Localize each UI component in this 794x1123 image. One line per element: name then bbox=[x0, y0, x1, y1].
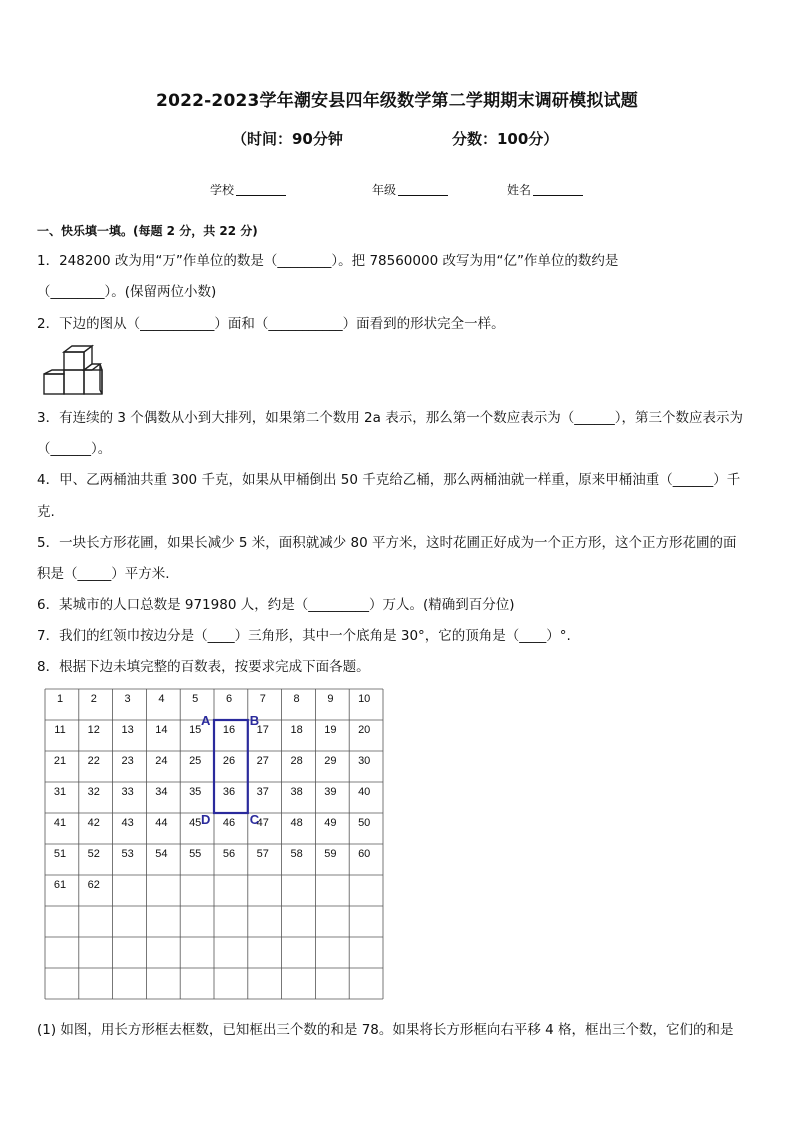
question-6: 6．某城市的人口总数是 971980 人，约是（_________）万人。(精确到百分位) bbox=[37, 597, 515, 613]
table-cell-number: 37 bbox=[256, 786, 269, 798]
table-cell-number: 15 bbox=[189, 724, 202, 736]
table-cell-number: 59 bbox=[324, 848, 337, 860]
table-cell-number: 6 bbox=[225, 693, 233, 705]
name-field bbox=[507, 181, 583, 198]
table-cell-number: 46 bbox=[222, 817, 236, 829]
frame-corner-label-b: B bbox=[249, 713, 260, 728]
table-cell-number: 18 bbox=[290, 724, 303, 736]
table-cell-number: 2 bbox=[90, 693, 97, 705]
grade-label: 年级 bbox=[372, 183, 397, 197]
table-cell-number: 35 bbox=[189, 786, 202, 798]
table-cell-number: 53 bbox=[121, 848, 134, 860]
table-cell-number: 16 bbox=[222, 724, 236, 736]
table-cell-number: 23 bbox=[121, 755, 134, 767]
table-cell-number: 27 bbox=[256, 755, 269, 767]
table-cell-number: 56 bbox=[222, 848, 236, 860]
cube-stack-figure bbox=[40, 344, 110, 400]
table-cell-number: 50 bbox=[358, 817, 371, 829]
frame-corner-label-a: A bbox=[201, 713, 211, 728]
school-blank bbox=[236, 183, 286, 196]
frame-corner-label-d: D bbox=[201, 812, 211, 827]
table-cell-number: 52 bbox=[87, 848, 100, 860]
time-limit: （时间：90分钟 bbox=[232, 130, 343, 148]
table-cell-number: 25 bbox=[189, 755, 202, 767]
table-cell-number: 31 bbox=[53, 786, 67, 798]
table-cell-number: 32 bbox=[87, 786, 100, 798]
question-1-line-2: （________）。(保留两位小数) bbox=[37, 284, 217, 300]
question-7: 7．我们的红领巾按边分是（____）三角形，其中一个底角是 30°，它的顶角是（____）°. bbox=[37, 628, 571, 644]
table-cell-number: 41 bbox=[53, 817, 67, 829]
table-cell-number: 61 bbox=[53, 879, 67, 891]
name-label: 姓名 bbox=[507, 183, 532, 197]
table-cell-number: 38 bbox=[290, 786, 303, 798]
table-cell-number: 14 bbox=[155, 724, 168, 736]
table-cell-number: 17 bbox=[256, 724, 269, 736]
school-field bbox=[210, 181, 286, 198]
question-3-line-1: 3．有连续的 3 个偶数从小到大排列，如果第二个数用 2a 表示，那么第一个数应表示为（______），第三个数应表示为 bbox=[37, 410, 743, 426]
table-cell-number: 24 bbox=[155, 755, 168, 767]
table-cell-number: 28 bbox=[290, 755, 303, 767]
table-cell-number: 26 bbox=[222, 755, 236, 767]
table-cell-number: 1 bbox=[56, 693, 64, 705]
table-cell-number: 44 bbox=[155, 817, 168, 829]
table-cell-number: 60 bbox=[358, 848, 371, 860]
hundred-number-table bbox=[44, 688, 384, 1000]
table-cell-number: 49 bbox=[324, 817, 337, 829]
table-cell-number: 47 bbox=[256, 817, 269, 829]
table-cell-number: 54 bbox=[155, 848, 168, 860]
table-cell-number: 13 bbox=[121, 724, 134, 736]
table-cell-number: 10 bbox=[358, 693, 371, 705]
table-cell-number: 33 bbox=[121, 786, 134, 798]
table-cell-number: 20 bbox=[358, 724, 371, 736]
question-3-line-2: （______）。 bbox=[37, 441, 112, 457]
table-cell-number: 39 bbox=[324, 786, 337, 798]
table-cell-number: 57 bbox=[256, 848, 269, 860]
frame-corner-label-c: C bbox=[249, 812, 260, 827]
table-cell-number: 7 bbox=[259, 693, 266, 705]
table-cell-number: 5 bbox=[192, 693, 199, 705]
grade-field bbox=[372, 181, 448, 198]
table-cell-number: 11 bbox=[54, 724, 66, 736]
table-cell-number: 58 bbox=[290, 848, 303, 860]
table-cell-number: 43 bbox=[121, 817, 134, 829]
page-title: 2022-2023学年潮安县四年级数学第二学期期末调研模拟试题 bbox=[156, 91, 638, 111]
table-cell-number: 40 bbox=[358, 786, 371, 798]
question-8-part-1: (1) 如图，用长方形框去框数，已知框出三个数的和是 78。如果将长方形框向右平移 4 格，框出三个数，它们的和是 bbox=[37, 1022, 734, 1038]
table-cell-number: 45 bbox=[189, 817, 202, 829]
grade-blank bbox=[398, 183, 448, 196]
table-cell-number: 42 bbox=[87, 817, 100, 829]
table-cell-number: 30 bbox=[358, 755, 371, 767]
table-cell-number: 48 bbox=[290, 817, 303, 829]
table-cell-number: 8 bbox=[293, 693, 300, 705]
section-heading: 一、快乐填一填。(每题 2 分，共 22 分) bbox=[37, 224, 258, 238]
table-cell-number: 55 bbox=[189, 848, 202, 860]
question-5-line-2: 积是（_____）平方米. bbox=[37, 566, 170, 582]
question-2: 2．下边的图从（___________）面和（___________）面看到的形状完全一样。 bbox=[37, 316, 505, 332]
school-label: 学校 bbox=[210, 183, 235, 197]
table-cell-number: 19 bbox=[324, 724, 337, 736]
table-cell-number: 34 bbox=[155, 786, 168, 798]
question-4-line-2: 克. bbox=[37, 504, 55, 520]
table-cell-number: 36 bbox=[222, 786, 236, 798]
name-blank bbox=[533, 183, 583, 196]
table-cell-number: 4 bbox=[158, 693, 165, 705]
table-cell-number: 12 bbox=[87, 724, 100, 736]
table-cell-number: 62 bbox=[87, 879, 100, 891]
table-cell-number: 22 bbox=[87, 755, 100, 767]
question-8: 8．根据下边未填完整的百数表，按要求完成下面各题。 bbox=[37, 659, 370, 675]
question-1-line-1: 1．248200 改为用“万”作单位的数是（________）。把 78560000 改写为用“亿”作单位的数约是 bbox=[37, 253, 619, 269]
table-cell-number: 29 bbox=[324, 755, 337, 767]
table-cell-number: 21 bbox=[53, 755, 67, 767]
question-4-line-1: 4．甲、乙两桶油共重 300 千克，如果从甲桶倒出 50 千克给乙桶，那么两桶油就一样重，原来甲桶油重（______）千 bbox=[37, 472, 741, 488]
score-total: 分数：100分） bbox=[452, 130, 559, 148]
table-cell-number: 3 bbox=[124, 693, 131, 705]
question-5-line-1: 5．一块长方形花圃，如果长减少 5 米，面积就减少 80 平方米，这时花圃正好成为一个正方形，这个正方形花圃的面 bbox=[37, 535, 737, 551]
table-cell-number: 51 bbox=[53, 848, 67, 860]
table-cell-number: 9 bbox=[327, 693, 334, 705]
